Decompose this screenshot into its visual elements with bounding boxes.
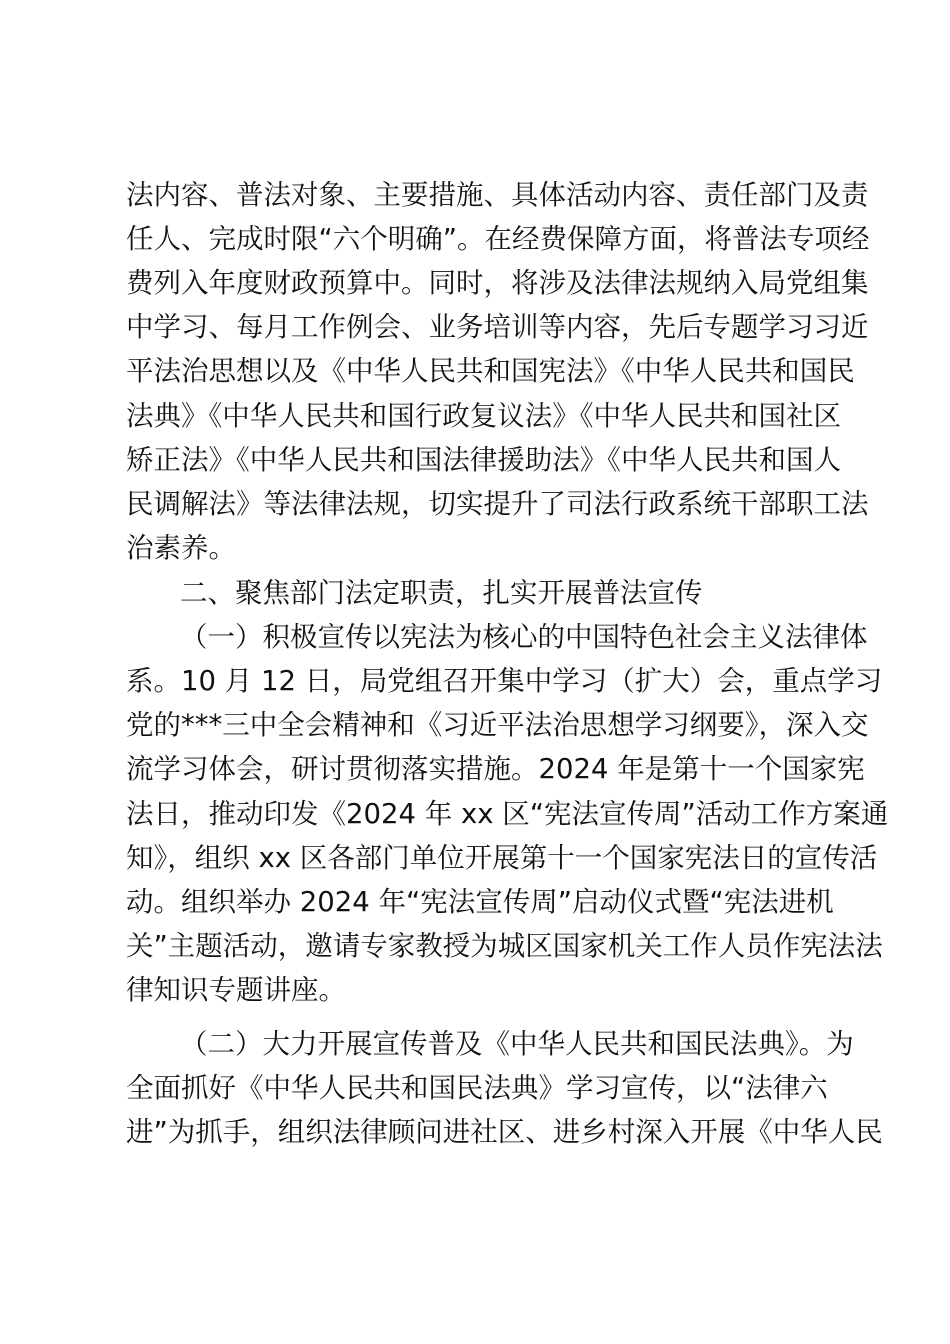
text-line-1: 法内容、普法对象、主要措施、具体活动内容、责任部门及责 xyxy=(126,179,869,211)
text-line-17: 动。组织举办 2024 年“宪法宣传周”启动仪式暨“宪法进机 xyxy=(126,886,834,918)
text-line-2: 任人、完成时限“六个明确”。在经费保障方面，将普法专项经 xyxy=(126,223,870,255)
text-line-4: 中学习、每月工作例会、业务培训等内容，先后专题学习习近 xyxy=(126,311,869,343)
text-line-9: 治素养。 xyxy=(126,532,236,564)
text-line-14: 流学习体会，研讨贯彻落实措施。2024 年是第十一个国家宪 xyxy=(126,753,865,785)
text-line-13: 党的***三中全会精神和《习近平法治思想学习纲要》，深入交 xyxy=(126,709,869,741)
text-line-5: 平法治思想以及《中华人民共和国宪法》《中华人民共和国民 xyxy=(126,355,855,387)
text-line-7: 矫正法》《中华人民共和国法律援助法》《中华人民共和国人 xyxy=(126,444,841,476)
text-line-18: 关”主题活动，邀请专家教授为城区国家机关工作人员作宪法法 xyxy=(126,930,883,962)
text-line-19: 律知识专题讲座。 xyxy=(126,974,346,1006)
text-line-8: 民调解法》等法律法规，切实提升了司法行政系统干部职工法 xyxy=(126,488,869,520)
text-line-12: 系。10 月 12 日，局党组召开集中学习（扩大）会，重点学习 xyxy=(126,665,883,697)
text-line-15: 法日，推动印发《2024 年 xx 区“宪法宣传周”活动工作方案通 xyxy=(126,798,889,830)
text-line-3: 费列入年度财政预算中。同时，将涉及法律法规纳入局党组集 xyxy=(126,267,869,299)
text-line-16: 知》，组织 xx 区各部门单位开展第十一个国家宪法日的宣传活 xyxy=(126,842,878,874)
text-line-11: （一）积极宣传以宪法为核心的中国特色社会主义法律体 xyxy=(180,621,868,653)
section-heading-2: 二、聚焦部门法定职责，扎实开展普法宣传 xyxy=(180,577,703,609)
text-line-22: 进”为抓手，组织法律顾问进社区、进乡村深入开展《中华人民 xyxy=(126,1116,883,1148)
text-line-20: （二）大力开展宣传普及《中华人民共和国民法典》。为 xyxy=(180,1028,854,1060)
text-line-6: 法典》《中华人民共和国行政复议法》《中华人民共和国社区 xyxy=(126,400,841,432)
text-line-21: 全面抓好《中华人民共和国民法典》学习宣传，以“法律六 xyxy=(126,1072,828,1104)
